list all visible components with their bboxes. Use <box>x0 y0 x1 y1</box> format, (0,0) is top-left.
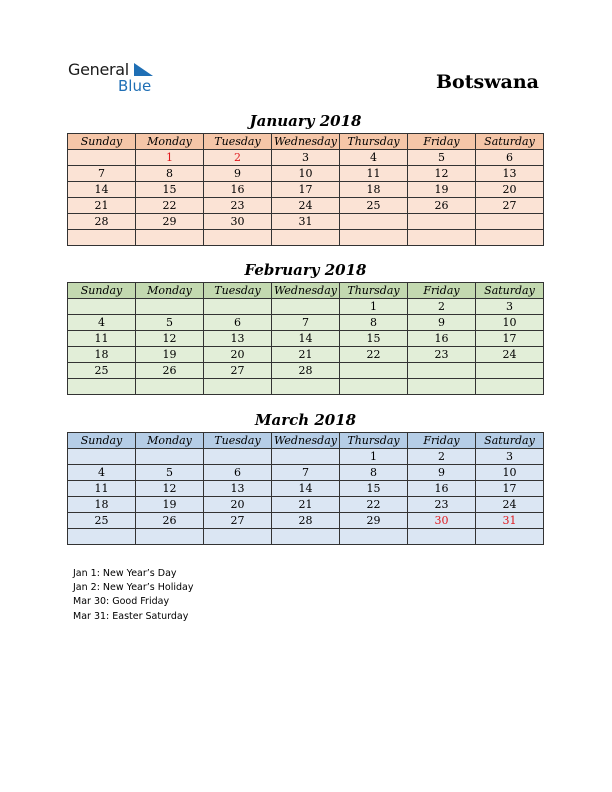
day-cell: 16 <box>408 331 476 347</box>
holiday-notes <box>73 567 193 624</box>
day-cell: 4 <box>68 315 136 331</box>
day-cell: 23 <box>204 198 272 214</box>
day-cell: 4 <box>68 465 136 481</box>
weekday-header: Thursday <box>340 283 408 299</box>
day-cell: 22 <box>340 497 408 513</box>
logo-triangle-icon <box>134 63 154 77</box>
empty-day-cell <box>136 230 204 246</box>
day-cell: 21 <box>272 347 340 363</box>
weekday-header: Sunday <box>68 283 136 299</box>
week-row <box>68 513 544 529</box>
day-cell: 28 <box>68 214 136 230</box>
empty-day-cell <box>476 529 544 545</box>
day-cell: 3 <box>272 150 340 166</box>
holiday-day-cell: 30 <box>408 513 476 529</box>
weekday-header: Tuesday <box>204 283 272 299</box>
week-row <box>68 363 544 379</box>
day-cell: 9 <box>408 315 476 331</box>
day-cell: 3 <box>476 299 544 315</box>
day-cell: 7 <box>272 315 340 331</box>
day-cell: 11 <box>340 166 408 182</box>
holiday-note: Jan 2: New Year’s Holiday <box>73 582 194 594</box>
weekday-header: Friday <box>408 134 476 150</box>
weekday-header-row <box>68 433 544 449</box>
day-cell: 26 <box>408 198 476 214</box>
weekday-header-row <box>68 134 544 150</box>
empty-day-cell <box>136 529 204 545</box>
day-cell: 20 <box>204 497 272 513</box>
empty-day-cell <box>272 379 340 395</box>
day-cell: 5 <box>136 465 204 481</box>
empty-day-cell <box>204 449 272 465</box>
empty-day-cell <box>68 150 136 166</box>
country-title: Botswana <box>436 71 539 93</box>
day-cell: 5 <box>408 150 476 166</box>
day-cell: 30 <box>204 214 272 230</box>
empty-day-cell <box>68 529 136 545</box>
day-cell: 4 <box>340 150 408 166</box>
day-cell: 12 <box>136 331 204 347</box>
weekday-header: Friday <box>408 283 476 299</box>
empty-day-cell <box>272 299 340 315</box>
day-cell: 24 <box>476 347 544 363</box>
day-cell: 10 <box>476 465 544 481</box>
day-cell: 21 <box>68 198 136 214</box>
day-cell: 15 <box>340 481 408 497</box>
logo-word-blue: Blue <box>118 77 152 95</box>
empty-day-cell <box>272 230 340 246</box>
calendar-january <box>67 133 544 246</box>
empty-day-cell <box>272 529 340 545</box>
weekday-header: Monday <box>136 433 204 449</box>
empty-day-cell <box>204 299 272 315</box>
day-cell: 7 <box>272 465 340 481</box>
week-row <box>68 529 544 545</box>
weekday-header: Saturday <box>476 283 544 299</box>
empty-day-cell <box>476 230 544 246</box>
day-cell: 14 <box>272 481 340 497</box>
week-row <box>68 150 544 166</box>
week-row <box>68 465 544 481</box>
week-row <box>68 299 544 315</box>
empty-day-cell <box>408 214 476 230</box>
weekday-header: Monday <box>136 283 204 299</box>
day-cell: 21 <box>272 497 340 513</box>
day-cell: 2 <box>408 299 476 315</box>
day-cell: 12 <box>408 166 476 182</box>
calendar-march <box>67 432 544 545</box>
day-cell: 15 <box>136 182 204 198</box>
empty-day-cell <box>68 449 136 465</box>
empty-day-cell <box>136 449 204 465</box>
day-cell: 20 <box>476 182 544 198</box>
week-row <box>68 315 544 331</box>
weekday-header: Wednesday <box>272 283 340 299</box>
empty-day-cell <box>476 379 544 395</box>
empty-day-cell <box>204 529 272 545</box>
day-cell: 6 <box>476 150 544 166</box>
calendar-february <box>67 282 544 395</box>
day-cell: 10 <box>272 166 340 182</box>
day-cell: 24 <box>476 497 544 513</box>
holiday-day-cell: 1 <box>136 150 204 166</box>
empty-day-cell <box>340 379 408 395</box>
empty-day-cell <box>340 230 408 246</box>
day-cell: 27 <box>204 363 272 379</box>
day-cell: 6 <box>204 315 272 331</box>
empty-day-cell <box>68 379 136 395</box>
day-cell: 27 <box>204 513 272 529</box>
weekday-header-row <box>68 283 544 299</box>
day-cell: 9 <box>408 465 476 481</box>
week-row <box>68 449 544 465</box>
day-cell: 1 <box>340 449 408 465</box>
week-row <box>68 182 544 198</box>
day-cell: 5 <box>136 315 204 331</box>
day-cell: 31 <box>272 214 340 230</box>
day-cell: 16 <box>204 182 272 198</box>
day-cell: 8 <box>136 166 204 182</box>
holiday-day-cell: 31 <box>476 513 544 529</box>
weekday-header: Thursday <box>340 134 408 150</box>
week-row <box>68 230 544 246</box>
day-cell: 19 <box>136 347 204 363</box>
empty-day-cell <box>204 230 272 246</box>
day-cell: 25 <box>340 198 408 214</box>
empty-day-cell <box>340 529 408 545</box>
day-cell: 25 <box>68 363 136 379</box>
day-cell: 14 <box>68 182 136 198</box>
day-cell: 18 <box>68 347 136 363</box>
day-cell: 28 <box>272 363 340 379</box>
empty-day-cell <box>408 230 476 246</box>
weekday-header: Friday <box>408 433 476 449</box>
day-cell: 17 <box>272 182 340 198</box>
day-cell: 20 <box>204 347 272 363</box>
empty-day-cell <box>476 214 544 230</box>
weekday-header: Saturday <box>476 134 544 150</box>
weekday-header: Sunday <box>68 134 136 150</box>
day-cell: 18 <box>68 497 136 513</box>
holiday-note: Mar 31: Easter Saturday <box>73 610 189 622</box>
day-cell: 26 <box>136 513 204 529</box>
day-cell: 25 <box>68 513 136 529</box>
day-cell: 22 <box>136 198 204 214</box>
day-cell: 10 <box>476 315 544 331</box>
day-cell: 3 <box>476 449 544 465</box>
day-cell: 23 <box>408 497 476 513</box>
day-cell: 13 <box>476 166 544 182</box>
empty-day-cell <box>272 449 340 465</box>
week-row <box>68 497 544 513</box>
day-cell: 9 <box>204 166 272 182</box>
weekday-header: Sunday <box>68 433 136 449</box>
day-cell: 7 <box>68 166 136 182</box>
day-cell: 8 <box>340 315 408 331</box>
day-cell: 22 <box>340 347 408 363</box>
month-title-march: March 2018 <box>254 411 357 429</box>
empty-day-cell <box>408 529 476 545</box>
day-cell: 2 <box>408 449 476 465</box>
empty-day-cell <box>136 379 204 395</box>
empty-day-cell <box>136 299 204 315</box>
day-cell: 1 <box>340 299 408 315</box>
day-cell: 18 <box>340 182 408 198</box>
day-cell: 27 <box>476 198 544 214</box>
month-title-february: February 2018 <box>244 261 367 279</box>
day-cell: 17 <box>476 481 544 497</box>
day-cell: 13 <box>204 331 272 347</box>
weekday-header: Thursday <box>340 433 408 449</box>
day-cell: 23 <box>408 347 476 363</box>
empty-day-cell <box>408 379 476 395</box>
day-cell: 19 <box>408 182 476 198</box>
holiday-day-cell: 2 <box>204 150 272 166</box>
weekday-header: Tuesday <box>204 433 272 449</box>
empty-day-cell <box>476 363 544 379</box>
empty-day-cell <box>340 363 408 379</box>
day-cell: 11 <box>68 331 136 347</box>
day-cell: 14 <box>272 331 340 347</box>
day-cell: 13 <box>204 481 272 497</box>
day-cell: 24 <box>272 198 340 214</box>
empty-day-cell <box>408 363 476 379</box>
week-row <box>68 331 544 347</box>
day-cell: 19 <box>136 497 204 513</box>
day-cell: 29 <box>340 513 408 529</box>
week-row <box>68 214 544 230</box>
logo-word-general: General <box>68 60 129 79</box>
empty-day-cell <box>68 299 136 315</box>
day-cell: 6 <box>204 465 272 481</box>
holiday-note: Mar 30: Good Friday <box>73 596 170 608</box>
week-row <box>68 166 544 182</box>
weekday-header: Tuesday <box>204 134 272 150</box>
week-row <box>68 198 544 214</box>
week-row <box>68 379 544 395</box>
day-cell: 26 <box>136 363 204 379</box>
weekday-header: Wednesday <box>272 433 340 449</box>
day-cell: 28 <box>272 513 340 529</box>
day-cell: 17 <box>476 331 544 347</box>
empty-day-cell <box>340 214 408 230</box>
day-cell: 11 <box>68 481 136 497</box>
weekday-header: Saturday <box>476 433 544 449</box>
day-cell: 29 <box>136 214 204 230</box>
day-cell: 8 <box>340 465 408 481</box>
empty-day-cell <box>68 230 136 246</box>
day-cell: 15 <box>340 331 408 347</box>
weekday-header: Monday <box>136 134 204 150</box>
weekday-header: Wednesday <box>272 134 340 150</box>
empty-day-cell <box>204 379 272 395</box>
holiday-note: Jan 1: New Year’s Day <box>73 568 177 579</box>
day-cell: 16 <box>408 481 476 497</box>
day-cell: 12 <box>136 481 204 497</box>
month-title-january: January 2018 <box>249 112 362 130</box>
generalblue-logo <box>68 60 168 96</box>
week-row <box>68 481 544 497</box>
week-row <box>68 347 544 363</box>
